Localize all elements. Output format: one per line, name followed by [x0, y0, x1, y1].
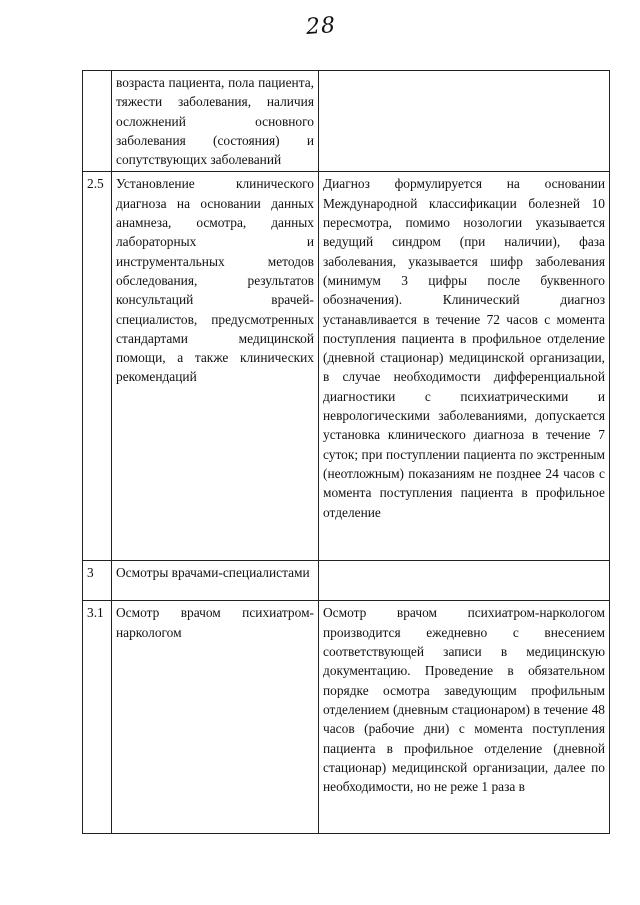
criterion-name: Осмотр врачом психиатром-наркологом — [112, 601, 319, 834]
criterion-description — [319, 561, 610, 601]
table-row — [83, 561, 610, 601]
row-number — [83, 71, 112, 172]
criterion-description: Осмотр врачом психиатром-наркологом производится ежедневно с внесением соответствующей записи в медицинскую документацию. Проведение в обязательном порядке осмотра заведующим профильным отделением (дневным стационаром) в течение 48 часов (рабочие дни) с момента поступления пациента в профильное отделение (дневной стационар) медицинской организации, далее по необходимости, но не реже 1 раза в — [319, 601, 610, 834]
criterion-name: Осмотры врачами-специалистами — [112, 561, 319, 601]
row-number: 3.1 — [83, 601, 112, 834]
criterion-description: Диагноз формулируется на основании Международной классификации болезней 10 пересмотра, помимо нозологии указывается ведущий синдром (при наличии), фаза заболевания, указывается шифр заболевания (минимум 3 цифры после буквенного обозначения). Клинический диагноз устанавливается в течение 72 часов с момента поступления пациента в профильное отделение (дневной стационар) медицинской организации, в случае необходимости дифференциальной диагностики с психиатрическими и неврологическими заболеваниями, допускается установка клинического диагноза в течение 7 суток; при поступлении пациента по экстренным (неотложным) показаниям не позднее 24 часов с момента поступления пациента в профильное отделение — [319, 172, 610, 561]
table-row — [83, 71, 610, 172]
table-row — [83, 172, 610, 561]
page-number: 28 — [305, 12, 337, 41]
criterion-name: Установление клинического диагноза на основании данных анамнеза, осмотра, данных лабораторных и инструментальных методов обследования, результатов консультаций врачей-специалистов, предусмотренных стандартами медицинской помощи, а также клинических рекомендаций — [112, 172, 319, 561]
row-number: 2.5 — [83, 172, 112, 561]
criteria-table — [82, 70, 610, 834]
criterion-name: возраста пациента, пола пациента, тяжести заболевания, наличия осложнений основного заболевания (состояния) и сопутствующих заболеваний — [112, 71, 319, 172]
row-number: 3 — [83, 561, 112, 601]
table-row — [83, 601, 610, 834]
criterion-description — [319, 71, 610, 172]
